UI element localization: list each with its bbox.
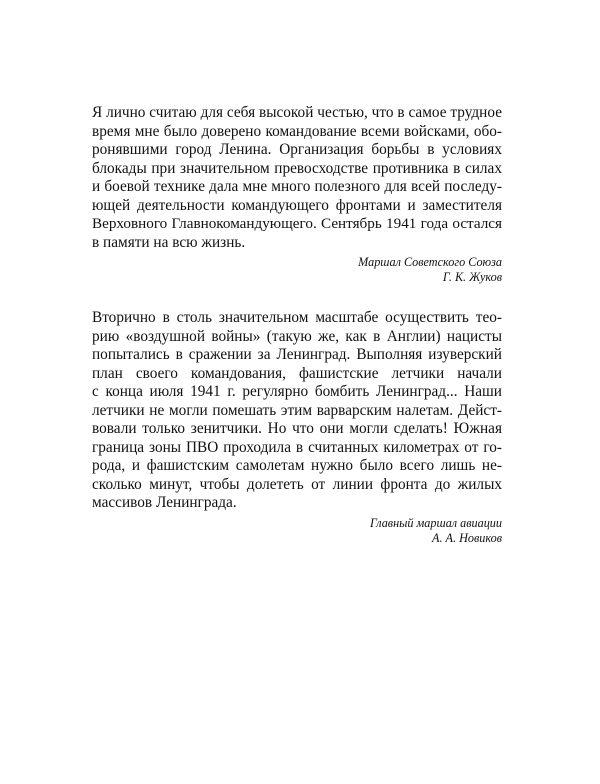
attribution — [92, 255, 502, 285]
author-title: Маршал Советского Союза — [358, 255, 502, 269]
quote-line: массивов Ленинграда. — [92, 494, 237, 511]
quote-line: сколько минут, чтобы долететь от линии фронта до жилых — [92, 475, 502, 493]
quote-line: ронявшими город Ленина. Организация борьбы в условиях — [92, 141, 502, 158]
quote-line: блокады при значительном превосходстве противника в силах — [92, 159, 502, 177]
quote-line: рию «воздушной войны» (такую же, как в Англии) нацисты — [92, 327, 502, 345]
quote-line: вовали только зенитчики. Но что они могли сделать! Южная — [92, 420, 502, 437]
quote-line: рода, и фашистским самолетам нужно было всего лишь не- — [92, 457, 502, 474]
quote-line: ющей деятельности командующего фронтами и заместителя — [92, 196, 502, 214]
quote-line: Я лично считаю для себя высокой честью, что в самое трудное — [92, 104, 502, 121]
quote-block-zhukov — [92, 104, 502, 285]
quote-text — [92, 104, 502, 252]
quote-line: в памяти на всю жизнь. — [92, 233, 246, 251]
quote-line: с конца июля 1941 г. регулярно бомбить Ленинград... Наши — [92, 383, 502, 400]
attribution — [92, 516, 502, 546]
quote-block-novikov — [92, 309, 502, 546]
quote-line: попытались в сражении за Ленинград. Выполняя изуверский — [92, 346, 502, 363]
quote-line: и боевой технике дала мне много полезного для всей последу- — [92, 178, 502, 195]
quote-line: граница зоны ПВО проходила в считанных километрах от го- — [92, 438, 502, 456]
quote-text — [92, 309, 502, 513]
quote-line: летчики не могли помешать этим варварским налетам. Дейст- — [92, 401, 502, 419]
author-name: Г. К. Жуков — [442, 270, 502, 284]
quote-line: Вторично в столь значительном масштабе осуществить тео- — [92, 309, 502, 326]
quote-line: время мне было доверено командование всеми войсками, обо- — [92, 122, 502, 140]
author-title: Главный маршал авиации — [369, 515, 502, 530]
quote-line: план своего командования, фашистские летчики начали — [92, 364, 502, 382]
author-name: А. А. Новиков — [432, 530, 502, 545]
quote-line: Верховного Главнокомандующего. Сентябрь 1941 года остался — [92, 215, 502, 232]
